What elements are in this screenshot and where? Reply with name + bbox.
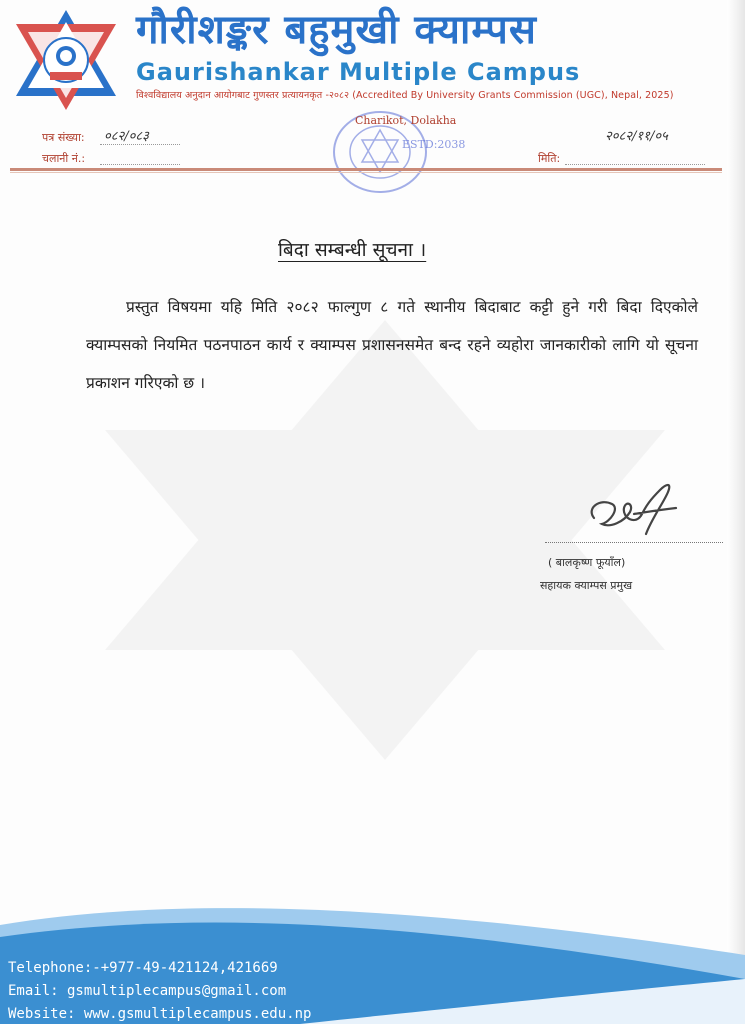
header-divider-thin	[10, 172, 722, 173]
signatory-name: ( बालकृष्ण फूयाँल)	[548, 556, 626, 569]
letter-no-label: पत्र संख्या:	[42, 131, 85, 144]
footer-website: Website: www.gsmultiplecampus.edu.np	[8, 1006, 312, 1022]
campus-logo-icon	[14, 8, 118, 112]
signatory-title: सहायक क्याम्पस प्रमुख	[540, 579, 633, 592]
footer-telephone: Telephone:-+977-49-421124,421669	[8, 960, 278, 976]
letter-no-value: ०८२/०८३	[104, 129, 149, 144]
campus-name-nepali: गौरीशङ्कर बहुमुखी क्याम्पस	[136, 7, 537, 53]
signature-line	[545, 542, 723, 543]
estd-label: ESTD:2038	[402, 138, 466, 151]
campus-address: Charikot, Dolakha	[355, 114, 457, 127]
dispatch-no-label: चलानी नं.:	[42, 152, 86, 165]
accreditation-line: विश्वविद्यालय अनुदान आयोगबाट गुणस्तर प्रत्यायनकृत -२०८२ (Accredited By University Grants Commission (UGC), Nepal, 2025)	[136, 90, 674, 101]
letter-no-line	[100, 144, 180, 145]
header-divider	[10, 168, 722, 171]
date-line	[565, 164, 705, 165]
campus-name-english: Gaurishankar Multiple Campus	[136, 58, 581, 86]
footer-email: Email: gsmultiplecampus@gmail.com	[8, 983, 287, 999]
signature-icon	[580, 478, 690, 542]
scan-edge	[727, 0, 745, 1024]
notice-body: प्रस्तुत विषयमा यहि मिति २०८२ फाल्गुण ८ गते स्थानीय बिदाबाट कट्टी हुने गरी बिदा दिएकोले क्याम्पसको नियमित पठनपाठन कार्य र क्याम्पस प्रशासनसमेत बन्द रहने व्यहोरा जानकारीको लागि यो सूचना प्रकाशन गरिएको छ ।	[86, 298, 698, 392]
date-label: मिति:	[538, 152, 561, 165]
dispatch-no-line	[100, 164, 180, 165]
notice-heading: बिदा सम्बन्धी सूचना ।	[278, 239, 427, 261]
date-value: २०८२/११/०५	[605, 129, 668, 144]
